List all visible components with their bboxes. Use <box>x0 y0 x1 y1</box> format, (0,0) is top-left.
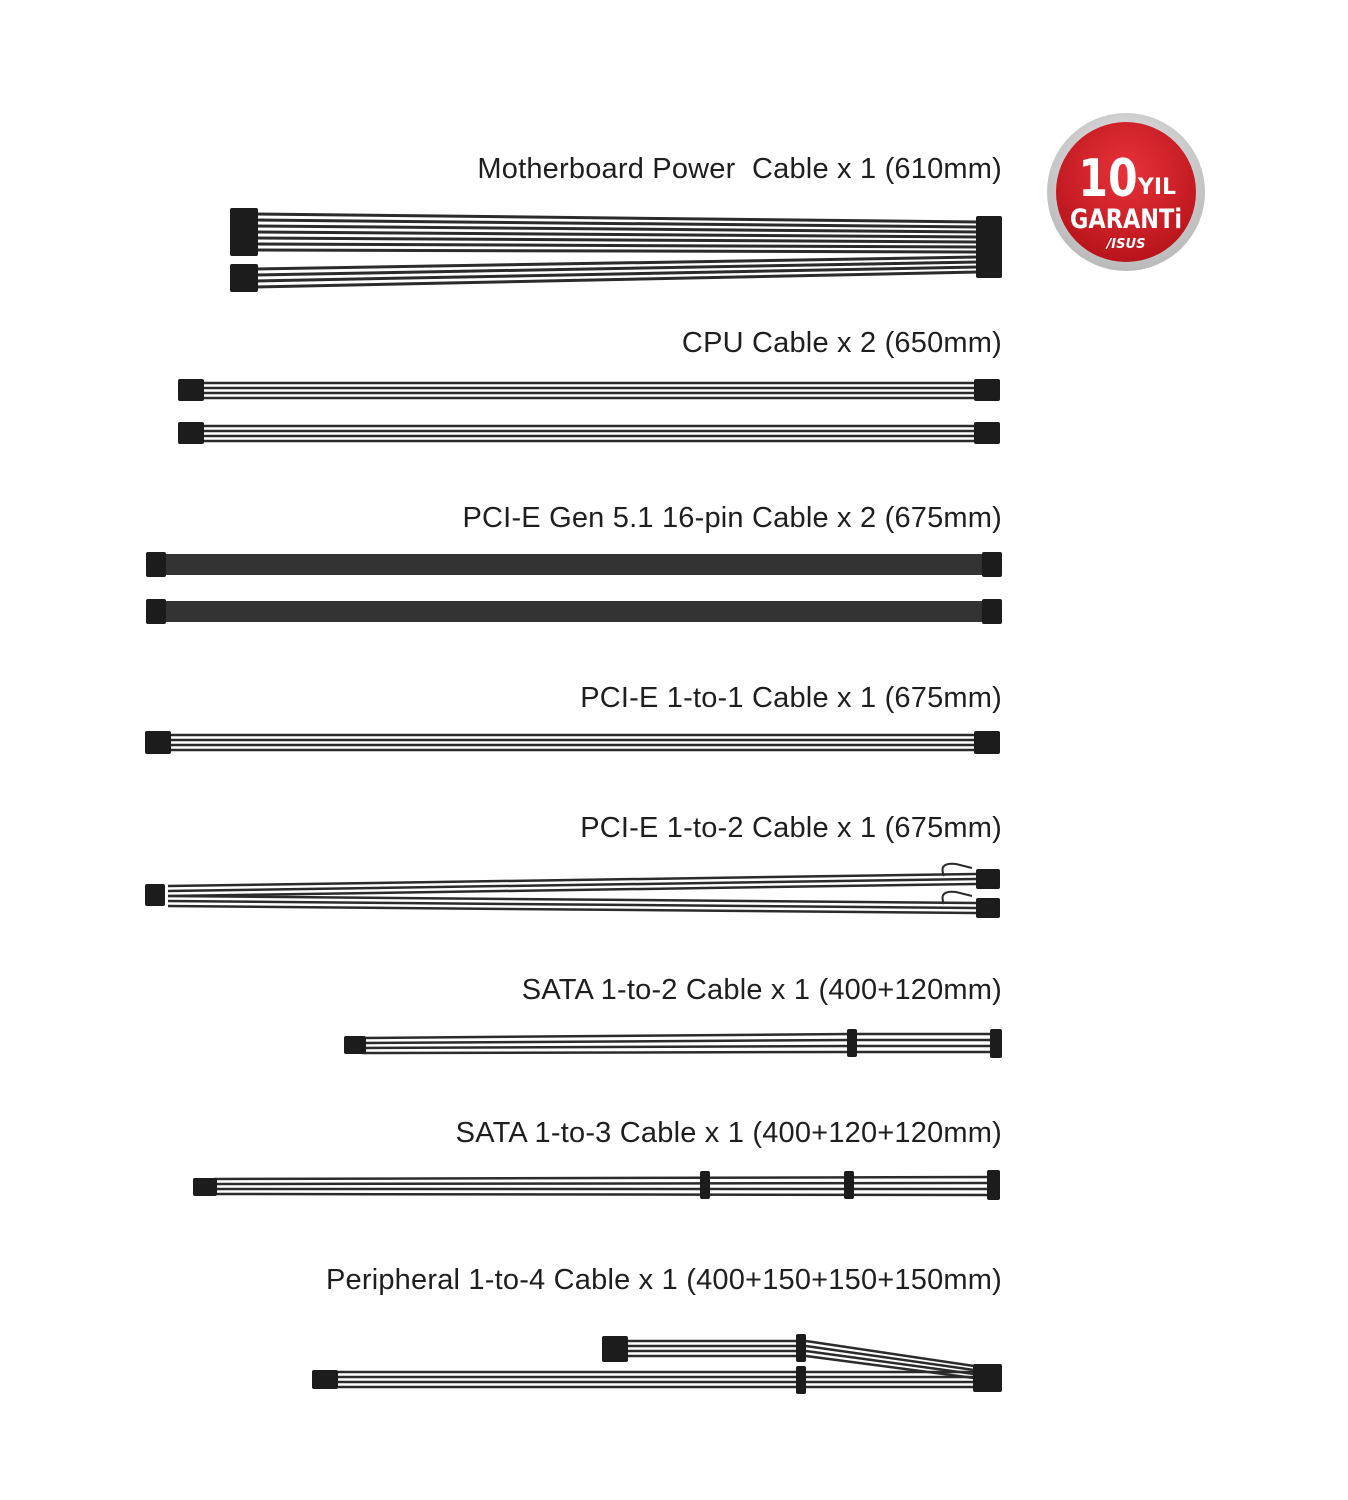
sata-1to2-cable <box>344 1029 1002 1058</box>
cable-label-motherboard: Motherboard Power Cable x 1 (610mm) <box>477 153 1002 185</box>
sata-1to3-cable <box>193 1170 1000 1200</box>
cable-label-sata-1to2: SATA 1-to-2 Cable x 1 (400+120mm) <box>521 974 1002 1006</box>
motherboard-connector-b <box>230 264 258 292</box>
badge-unit: YIL <box>1137 175 1177 200</box>
motherboard-connector-24pin <box>976 216 1002 278</box>
cable-label-sata-1to3: SATA 1-to-3 Cable x 1 (400+120+120mm) <box>455 1117 1002 1149</box>
warranty-badge <box>1046 112 1206 272</box>
motherboard-cable <box>230 208 1002 292</box>
cable-label-pcie-gen5: PCI-E Gen 5.1 16-pin Cable x 2 (675mm) <box>462 502 1002 534</box>
motherboard-connector-a <box>230 208 258 256</box>
warranty-badge-seal <box>1046 112 1206 272</box>
cable-label-pcie-1to2: PCI-E 1-to-2 Cable x 1 (675mm) <box>580 812 1002 844</box>
badge-word: GARANTi <box>1070 204 1182 235</box>
badge-number: 10 <box>1078 148 1138 210</box>
pcie-1to1-cable <box>145 731 1000 754</box>
cable-label-cpu: CPU Cable x 2 (650mm) <box>681 327 1002 359</box>
pcie-gen5-cables <box>146 552 1002 624</box>
cable-label-peripheral: Peripheral 1-to-4 Cable x 1 (400+150+150+150mm) <box>325 1264 1002 1296</box>
asus-logo: /ISUS <box>1106 237 1146 252</box>
pcie-1to2-cable <box>145 864 1000 918</box>
cpu-cables <box>178 379 1000 444</box>
cable-label-pcie-1to1: PCI-E 1-to-1 Cable x 1 (675mm) <box>580 682 1002 714</box>
peripheral-1to4-cable <box>312 1334 1002 1394</box>
